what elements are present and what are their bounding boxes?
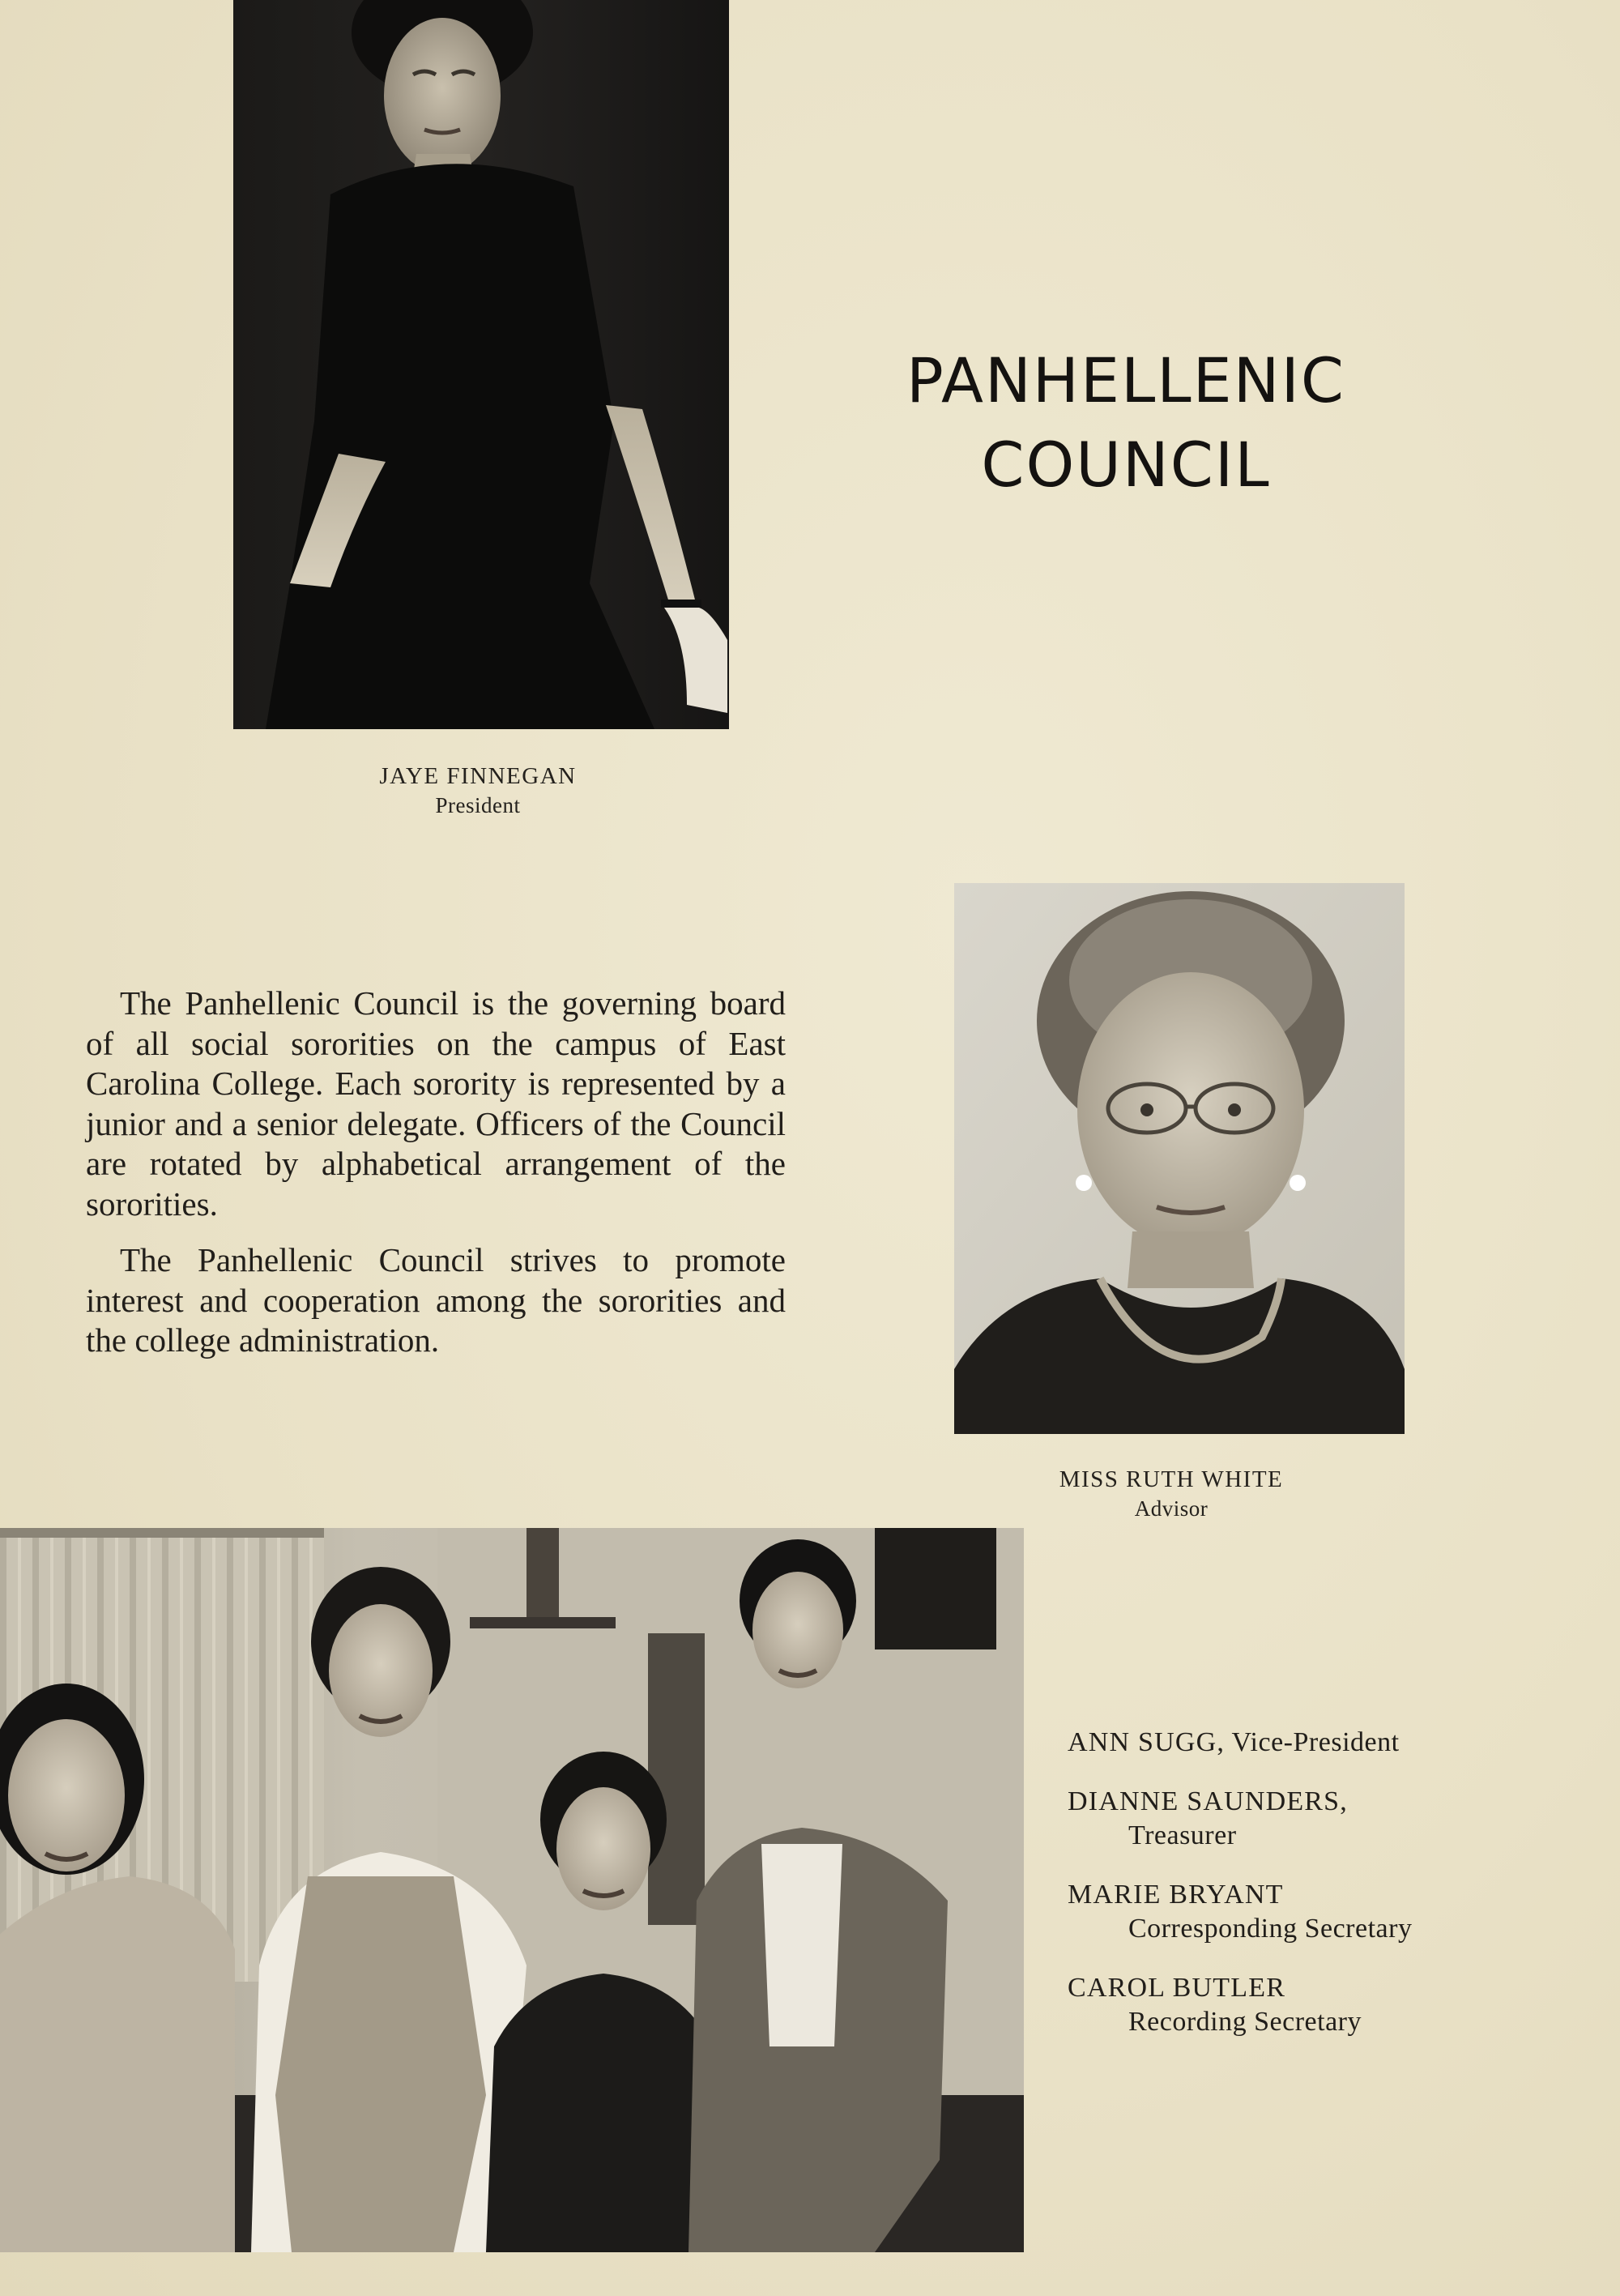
president-name: JAYE FINNEGAN xyxy=(379,763,577,789)
officer-vice-president xyxy=(1068,1726,1602,1760)
officers-list xyxy=(1068,1726,1602,2064)
advisor-name: MISS RUTH WHITE xyxy=(1059,1466,1284,1492)
page-title xyxy=(826,339,1426,507)
body-copy xyxy=(86,984,786,1377)
officer-name: CAROL BUTLER xyxy=(1068,1973,1286,2003)
officer-title: Vice-President xyxy=(1231,1727,1400,1757)
advisor-role: Advisor xyxy=(1134,1496,1209,1521)
president-caption xyxy=(275,762,680,820)
president-role: President xyxy=(435,793,521,817)
officer-name: ANN SUGG, xyxy=(1068,1727,1226,1757)
officer-name: MARIE BRYANT xyxy=(1068,1880,1284,1910)
officers-group-photo xyxy=(0,1528,1024,2252)
page-title-line-2: COUNCIL xyxy=(981,429,1271,501)
officer-title: Treasurer xyxy=(1128,1820,1237,1850)
advisor-photo xyxy=(954,883,1405,1434)
officer-title: Corresponding Secretary xyxy=(1128,1914,1413,1944)
officer-name: DIANNE SAUNDERS, xyxy=(1068,1786,1348,1816)
officer-recording-secretary xyxy=(1068,1971,1602,2039)
president-photo xyxy=(233,0,729,729)
officer-corresponding-secretary xyxy=(1068,1878,1602,1946)
body-paragraph-1: The Panhellenic Council is the governing board of all social sororities on the campus of East Carolina College. Each sorority is represented by a junior and a senior delegate. Officers of the Council are rotated by alphabetical arrangement of the sororities. xyxy=(86,984,786,1223)
advisor-caption xyxy=(969,1465,1374,1523)
officer-treasurer xyxy=(1068,1785,1602,1853)
page-title-line-1: PANHELLENIC xyxy=(906,344,1345,416)
officer-title: Recording Secretary xyxy=(1128,2007,1362,2037)
body-paragraph-2: The Panhellenic Council strives to promote interest and cooperation among the sororities and the college administration. xyxy=(86,1241,786,1359)
